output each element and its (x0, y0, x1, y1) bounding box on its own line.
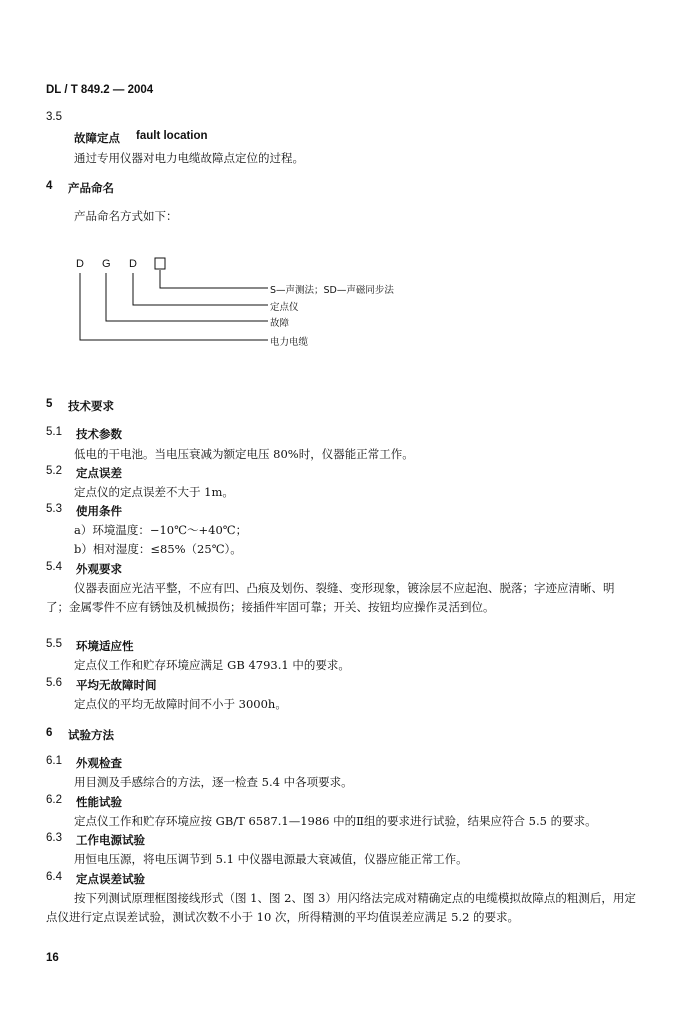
section-6-2-title: 性能试验 (76, 795, 122, 809)
standard-code: DL / T 849.2 — 2004 (46, 84, 154, 96)
diagram-label-locator: 定点仪 (270, 302, 299, 313)
term-definition: 通过专用仪器对电力电缆故障点定位的过程。 (74, 151, 304, 165)
section-6-4-number: 6.4 (46, 871, 62, 883)
section-4-number: 4 (46, 180, 53, 192)
diagram-lines (0, 0, 682, 360)
section-6-3-number: 6.3 (46, 832, 62, 844)
section-5-2-text: 定点仪的定点误差不大于 1m。 (74, 485, 234, 499)
section-6-2-number: 6.2 (46, 794, 62, 806)
section-5-6-number: 5.6 (46, 677, 62, 689)
section-5-1-title: 技术参数 (76, 427, 122, 441)
section-6-3-title: 工作电源试验 (76, 833, 145, 847)
section-5-4-number: 5.4 (46, 561, 62, 573)
section-5-1-text: 低电的干电池。当电压衰减为额定电压 80%时，仪器能正常工作。 (74, 447, 414, 461)
section-5-1-number: 5.1 (46, 426, 62, 438)
section-3-5-number: 3.5 (46, 111, 62, 123)
condition-temperature: a）环境温度：−10℃～+40℃； (74, 523, 248, 537)
section-6-number: 6 (46, 727, 53, 739)
section-5-5-text: 定点仪工作和贮存环境应满足 GB 4793.1 中的要求。 (74, 658, 350, 672)
page-number: 16 (46, 952, 59, 964)
section-5-6-title: 平均无故障时间 (76, 678, 157, 692)
section-6-2-text: 定点仪工作和贮存环境应按 GB/T 6587.1—1986 中的Ⅱ组的要求进行试验，结果应符合 5.5 的要求。 (74, 814, 597, 828)
section-5-2-number: 5.2 (46, 465, 62, 477)
section-6-1-number: 6.1 (46, 755, 62, 767)
section-5-3-title: 使用条件 (76, 504, 122, 518)
section-5-5-title: 环境适应性 (76, 639, 134, 653)
section-5-4-title: 外观要求 (76, 562, 122, 576)
section-4-title: 产品命名 (68, 181, 114, 195)
diagram-letter-d2: D (129, 258, 137, 270)
section-6-1-text: 用目测及手感综合的方法，逐一检查 5.4 中各项要求。 (74, 775, 353, 789)
section-5-6-text: 定点仪的平均无故障时间不小于 3000h。 (74, 697, 287, 711)
section-6-4-title: 定点误差试验 (76, 872, 145, 886)
section-6-1-title: 外观检查 (76, 756, 122, 770)
term-chinese: 故障定点 (74, 131, 120, 145)
section-6-4-text: 按下列测试原理框图接线形式（图 1、图 2、图 3）用闪络法完成对精确定点的电缆模拟故障点的粗测后，用定点仪进行定点误差试验，测试次数不小于 10 次，所得精测的平均值误差应满足 5.2 的要求。 (46, 891, 636, 924)
section-5-title: 技术要求 (68, 399, 114, 413)
diagram-letter-g: G (102, 258, 111, 270)
diagram-label-method: S—声测法；SD—声磁同步法 (270, 285, 394, 296)
naming-intro: 产品命名方式如下： (74, 209, 178, 223)
diagram-label-fault: 故障 (270, 318, 290, 329)
section-5-4-text: 仪器表面应光洁平整，不应有凹、凸痕及划伤、裂缝、变形现象，镀涂层不应起泡、脱落；字迹应清晰、明了；金属零件不应有锈蚀及机械损伤；接插件牢固可靠；开关、按钮均应操作灵活到位。 (46, 581, 615, 614)
section-6-title: 试验方法 (68, 728, 114, 742)
diagram-label-cable: 电力电缆 (270, 337, 309, 348)
condition-humidity: b）相对湿度：≤85%（25℃）。 (74, 542, 242, 556)
section-6-3-text: 用恒电压源，将电压调节到 5.1 中仪器电源最大衰减值，仪器应能正常工作。 (74, 852, 468, 866)
term-english: fault location (136, 130, 208, 142)
diagram-letter-d1: D (76, 258, 84, 270)
section-5-5-number: 5.5 (46, 638, 62, 650)
section-5-2-title: 定点误差 (76, 466, 122, 480)
section-5-3-number: 5.3 (46, 503, 62, 515)
section-5-number: 5 (46, 398, 53, 410)
